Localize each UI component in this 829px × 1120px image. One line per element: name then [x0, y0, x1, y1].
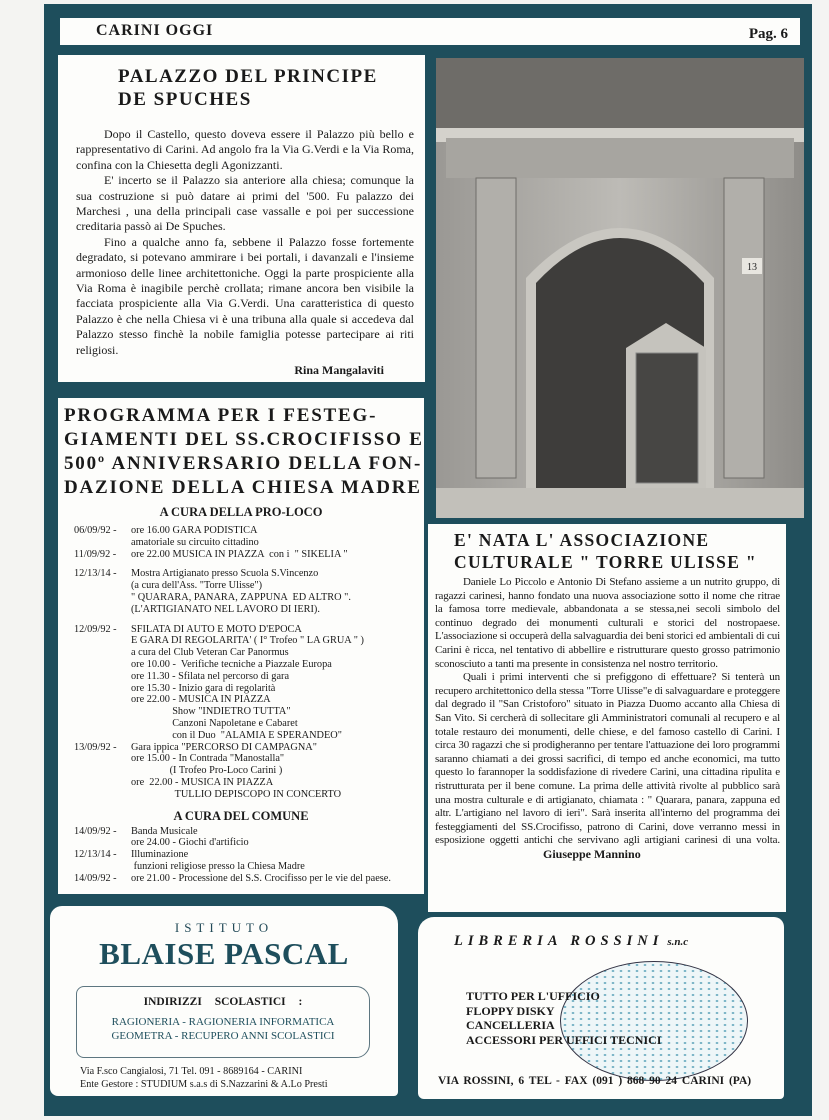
- schedule-line: funzioni religiose presso la Chiesa Madre: [131, 860, 305, 872]
- schedule-line: E GARA DI REGOLARITA' ( I° Trofeo " LA GRUA " ): [131, 635, 364, 647]
- page-header: [60, 18, 800, 45]
- article-body: [76, 127, 414, 379]
- schedule-line: ore 11.30 - Sfilata nel percorso di gara: [131, 670, 290, 682]
- schedule-line: SFILATA DI AUTO E MOTO D'EPOCA: [131, 623, 302, 635]
- title-line: PROGRAMMA PER I FESTEG-: [64, 405, 378, 426]
- schedule-date: 06/09/92 -: [74, 525, 117, 536]
- schedule-row: [74, 624, 424, 742]
- schedule-line: Banda Musicale: [131, 825, 198, 837]
- section-heading-comune: A CURA DEL COMUNE: [173, 808, 309, 823]
- schedule-line: Mostra Artigianato presso Scuola S.Vincenzo: [131, 568, 319, 580]
- title-line: 500º ANNIVERSARIO DELLA FON-: [64, 453, 423, 474]
- schedule-line: (I Trofeo Pro-Loco Carini ): [131, 765, 283, 777]
- programma-title: [64, 404, 424, 500]
- title-line: GIAMENTI DEL SS.CROCIFISSO E: [64, 429, 424, 450]
- schedule-date: 11/09/92 -: [74, 548, 117, 560]
- house-number: 13: [747, 262, 757, 273]
- page-number: Pag. 6: [748, 26, 788, 42]
- schedule-line: ore 10.00 - Verifiche tecniche a Piazzale Europa: [131, 658, 332, 670]
- title-line: DE SPUCHES: [118, 89, 252, 110]
- schedule-date: 14/09/92 -: [74, 872, 117, 884]
- schedule-row: [74, 826, 424, 850]
- schedule-row: [74, 742, 424, 801]
- ad-item: TUTTO PER L'UFFICIO: [466, 989, 600, 1003]
- ad-address: VIA ROSSINI, 6 TEL - FAX (091 ) 868 90 24 CARINI (PA): [438, 1075, 752, 1087]
- schedule-row: [74, 568, 424, 615]
- schedule-date: 12/09/92 -: [74, 623, 117, 635]
- ad-kicker: ISTITUTO: [174, 920, 274, 935]
- programma-festeggiamenti: [58, 398, 424, 894]
- schedule-line: a cura del Club Veteran Car Panormus: [131, 647, 289, 659]
- schedule-comune: [58, 826, 424, 885]
- title-line: DAZIONE DELLA CHIESA MADRE: [64, 477, 422, 498]
- article-title: [118, 65, 378, 111]
- schedule-line: amatoriale su circuito cittadino: [131, 536, 259, 548]
- palazzo-portal-photo: [436, 58, 804, 518]
- schedule-line: ore 24.00 - Giochi d'artificio: [131, 837, 249, 849]
- ad-name: [454, 933, 688, 950]
- schedule-row: [74, 525, 424, 549]
- ad-address: Via F.sco Cangialosi, 71 Tel. 091 - 8689164 - CARINI: [80, 1066, 303, 1077]
- paragraph: Quali i primi interventi che si prefiggono di effettuare? Si tenterà un recupero architettonico della stessa "Torre Ulisse"e di salvaguardare e proteggere dal degrado il "San Cristoforo" situato in Piazza Duomo accanto alla Chiesa di San Vito. Si cercherà di sollecitare gli Amministratori comunali al recupero e al totale restauro dei monumenti, delle chiese, e del famoso castello di Carini. I circa 30 ragazzi che si prodigheranno per tentare l'attuazione dei loro programmi saranno chiamati a dei grossi sacrifici, di tempo ed anche economici, ma tutto questo lo farannoper la soddisfazione di rivedere Carini, una cittadina ripulita e ristrutturata per il bene comune. La prima delle attività rivolte al pubblico sarà una mostra culturale e di artigianato, chiamata : " Quarara, panara, zappuna ed altr. L'artigiano nel lavoro di ieri". Sarà inserita all'interno del programma dei festeggiamenti del SS.Crocifisso, patrono di Carini, dove verranno messi in esposizione oggetti antichi che servivano agli artigiani carinesi di una volta.: [435, 671, 781, 847]
- schedule-line: ore 21.00 - Processione del S.S. Crocifisso per le vie del paese.: [131, 872, 391, 884]
- schedule-proloco: [58, 525, 424, 801]
- title-line: PALAZZO DEL PRINCIPE: [118, 66, 378, 87]
- schedule-line: con il Duo "ALAMIA E SPERANDEO": [131, 729, 342, 741]
- schedule-row: [74, 849, 424, 873]
- schedule-row: [74, 873, 424, 885]
- course-line: RAGIONERIA - RAGIONERIA INFORMATICA: [111, 1016, 335, 1028]
- schedule-line: TULLIO DEPISCOPO IN CONCERTO: [131, 788, 342, 800]
- article-associazione: [428, 524, 786, 912]
- article-palazzo: [58, 55, 425, 382]
- title-line: E' NATA L' ASSOCIAZIONE: [454, 530, 710, 550]
- ad-item: FLOPPY DISKY: [466, 1003, 555, 1018]
- schedule-line: (a cura dell'Ass. "Torre Ulisse"): [131, 580, 263, 592]
- schedule-line: " QUARARA, PANARA, ZAPPUNA ED ALTRO ".: [131, 591, 351, 603]
- schedule-date: 13/09/92 -: [74, 741, 117, 753]
- schedule-date: 14/09/92 -: [74, 825, 117, 837]
- schedule-line: ore 15.00 - In Contrada "Manostalla": [131, 753, 285, 765]
- paragraph: E' incerto se il Palazzo sia anteriore alla chiesa; comunque la sua costruzione si può datare ai primi del '500. Fu palazzo dei Marchesi , una della principali case vassalle e poi per successione creditaria passò ai De Spuches.: [76, 173, 414, 234]
- ad-name-suffix: s.n.c: [667, 936, 689, 948]
- schedule-line: ore 15.30 - Inizio gara di regolarità: [131, 682, 276, 694]
- schedule-line: Show "INDIETRO TUTTA": [131, 706, 291, 718]
- paragraph: Dopo il Castello, questo doveva essere il Palazzo più bello e rappresentativo di Carini. Ad angolo fra la Via G.Verdi e la Via Roma, confina con la Chiesetta degli Agonizzanti.: [76, 127, 414, 172]
- schedule-line: (L'ARTIGIANATO NEL LAVORO DI IERI).: [131, 603, 320, 615]
- ad-item: CANCELLERIA: [466, 1018, 555, 1032]
- author: Giuseppe Mannino: [543, 846, 641, 861]
- article-title: [454, 529, 786, 573]
- ad-manager: Ente Gestore : STUDIUM s.a.s di S.Nazzarini & A.Lo Presti: [80, 1079, 328, 1090]
- schedule-line: ore 22.00 MUSICA IN PIAZZA con i " SIKELIA ": [131, 548, 348, 560]
- paragraph: Fino a qualche anno fa, sebbene il Palazzo fosse fortemente degradato, si potevano ammirare i bei portali, i davanzali e l'insieme armonioso delle linee architettoniche. Oggi la parte prospiciente alla Via Roma è inagibile perchè crollata; rimane ancora ben visibile la facciata prospiciente alla Via G.Verdi. Una caratteristica di questo Palazzo è che nella Chiesa vi è una tribuna alla quale si accedeva dal Palazzo stesso finchè la nobile famiglia potesse partecipare ai riti religiosi.: [76, 234, 414, 357]
- ad-name: BLAISE PASCAL: [99, 936, 349, 971]
- schedule-line: Canzoni Napoletane e Cabaret: [131, 717, 298, 729]
- schedule-line: ore 22.00 - MUSICA IN PIAZZA: [131, 694, 271, 706]
- course-line: GEOMETRA - RECUPERO ANNI SCOLASTICI: [111, 1030, 335, 1042]
- courses-heading: INDIRIZZI SCOLASTICI :: [143, 996, 303, 1008]
- article-body: [435, 576, 780, 862]
- schedule-date: 12/13/14 -: [74, 849, 117, 861]
- section-heading-proloco: A CURA DELLA PRO-LOCO: [159, 505, 323, 519]
- schedule-line: ore 16.00 GARA PODISTICA: [131, 525, 258, 536]
- title-line: CULTURALE " TORRE ULISSE ": [454, 552, 757, 572]
- paragraph: Daniele Lo Piccolo e Antonio Di Stefano assieme a un nutrito gruppo, di ragazzi carinesi, hanno fondato una nuova associazione sotto il nome che ritrae la famosa torre medievale, abbandonata a se stessa,nei secoli simbolo del continuo degrado dei monumenti culturali e storici del nostropaese. L'associazione si occuperà della salvaguardia dei beni storici ed ambientali di cui Carini è ricca, nel tentativo di abbellire e ristrutturare questo grosso patrimonio sconosciuto a tanti ma presente in consistenza nel nostro territorio.: [435, 576, 780, 670]
- newspaper-title: CARINI OGGI: [96, 22, 214, 39]
- schedule-line: Illuminazione: [131, 849, 189, 861]
- schedule-row: [74, 549, 424, 561]
- ad-libreria-rossini: [418, 917, 784, 1099]
- ad-item: ACCESSORI PER UFFICI TECNICI: [466, 1032, 662, 1047]
- schedule-date: 12/13/14 -: [74, 568, 117, 580]
- schedule-line: Gara ippica "PERCORSO DI CAMPAGNA": [131, 741, 317, 753]
- ad-name-text: LIBRERIA ROSSINI: [454, 933, 664, 949]
- courses-box: [76, 986, 370, 1058]
- ad-blaise-pascal: [50, 906, 398, 1096]
- author: Rina Mangalaviti: [294, 363, 384, 378]
- schedule-line: ore 22.00 - MUSICA IN PIAZZA: [131, 776, 274, 788]
